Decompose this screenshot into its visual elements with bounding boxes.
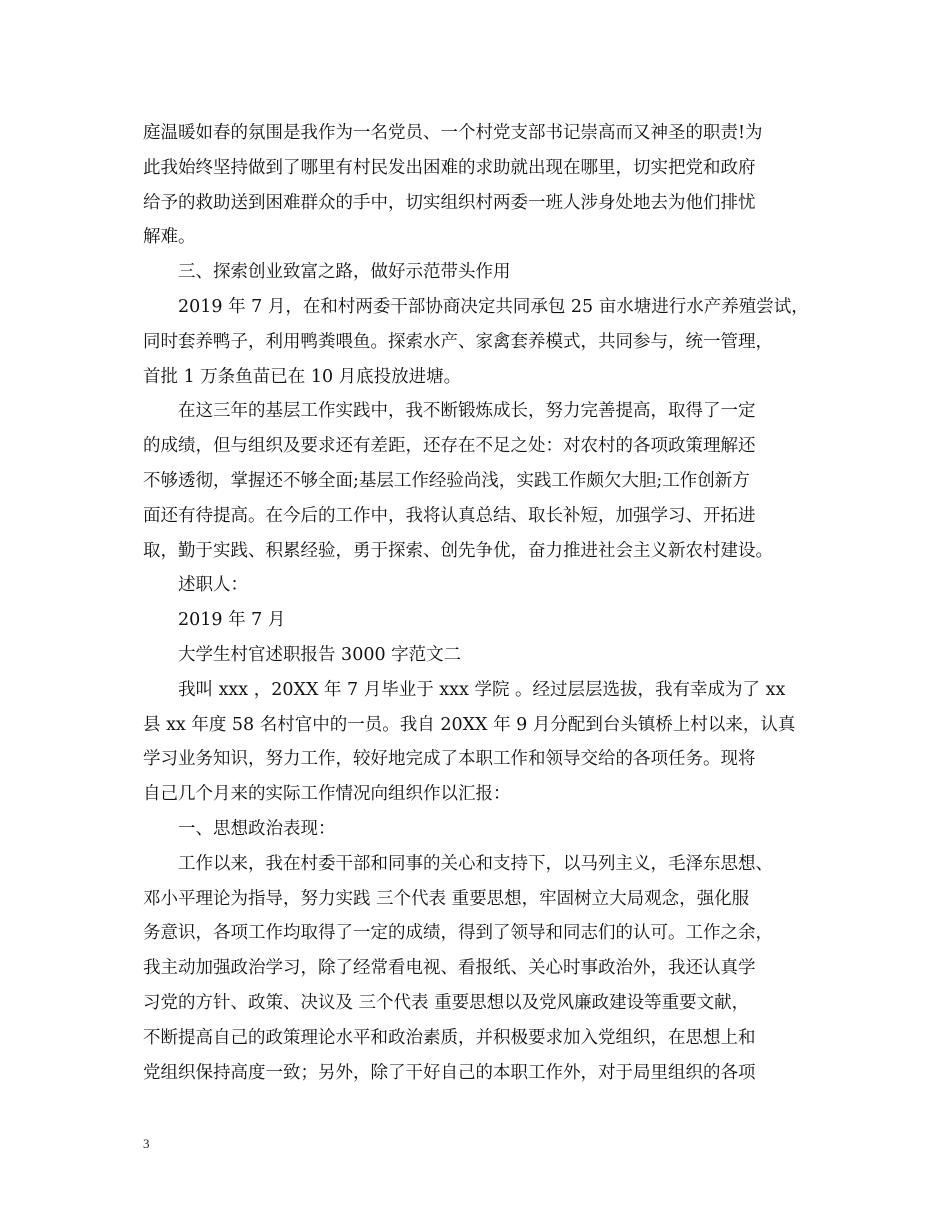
text-line: 首批 1 万条鱼苗已在 10 月底投放进塘。 (143, 366, 462, 387)
text-line: 庭温暖如春的氛围是我作为一名党员、一个村党支部书记崇高而又神圣的职责!为 (143, 123, 763, 143)
text-line: 面还有待提高。在今后的工作中，我将认真总结、取长补短，加强学习、开拓进 (143, 505, 756, 526)
page-number: 3 (143, 1136, 150, 1151)
text-line: 2019 年 7 月 (178, 610, 286, 631)
text-line: 在这三年的基层工作实践中，我不断锻炼成长，努力完善提高，取得了一定 (178, 401, 756, 422)
text-line: 我主动加强政治学习，除了经常看电视、看报纸、关心时事政治外，我还认真学 (143, 958, 756, 979)
text-line: 解难。 (143, 227, 196, 248)
text-line: 的成绩，但与组织及要求还有差距，还存在不足之处：对农村的各项政策理解还 (143, 436, 756, 457)
text-line: 述职人： (178, 575, 248, 596)
text-line: 2019 年 7 月，在和村两委干部协商决定共同承包 25 亩水塘进行水产养殖尝试， (178, 296, 809, 317)
text-line: 习党的方针、政策、决议及 三个代表 重要思想以及党风廉政建设等重要文献， (143, 992, 750, 1013)
text-line: 三、探索创业致富之路，做好示范带头作用 (178, 262, 511, 283)
text-line: 不够透彻，掌握还不够全面;基层工作经验尚浅，实践工作颇欠大胆;工作创新方 (143, 470, 750, 491)
text-line: 同时套养鸭子，利用鸭粪喂鱼。探索水产、家禽套养模式，共同参与，统一管理， (143, 331, 773, 352)
text-line: 县 xx 年度 58 名村官中的一员。我自 20XX 年 9 月分配到台头镇桥上村以来，认真 (143, 714, 796, 735)
text-line: 取，勤于实践、积累经验，勇于探索、创先争优，奋力推进社会主义新农村建设。 (143, 540, 773, 561)
text-line: 给予的救助送到困难群众的手中，切实组织村两委一班人涉身处地去为他们排忧 (143, 192, 756, 213)
text-line: 我叫 xxx ，20XX 年 7 月毕业于 xxx 学院 。经过层层选拔，我有幸成为了 xx (178, 679, 786, 700)
text-line: 此我始终坚持做到了哪里有村民发出困难的求助就出现在哪里，切实把党和政府 (143, 157, 756, 178)
text-line: 不断提高自己的政策理论水平和政治素质，并积极要求加入党组织，在思想上和 (143, 1027, 756, 1048)
text-line: 邓小平理论为指导，努力实践 三个代表 重要思想，牢固树立大局观念，强化服 (143, 888, 750, 909)
text-line: 务意识，各项工作均取得了一定的成绩，得到了领导和同志们的认可。工作之余， (143, 923, 773, 944)
text-line: 大学生村官述职报告 3000 字范文二 (178, 644, 462, 665)
text-line: 工作以来，我在村委干部和同事的关心和支持下，以马列主义，毛泽东思想、 (178, 853, 773, 874)
text-line: 学习业务知识，努力工作，较好地完成了本职工作和领导交给的各项任务。现将 (143, 749, 756, 770)
body-text (143, 116, 815, 1090)
text-line: 党组织保持高度一致；另外，除了干好自己的本职工作外，对于局里组织的各项 (143, 1062, 756, 1083)
text-line: 自己几个月来的实际工作情况向组织作以汇报： (143, 784, 511, 805)
text-line: 一、思想政治表现： (178, 818, 336, 839)
